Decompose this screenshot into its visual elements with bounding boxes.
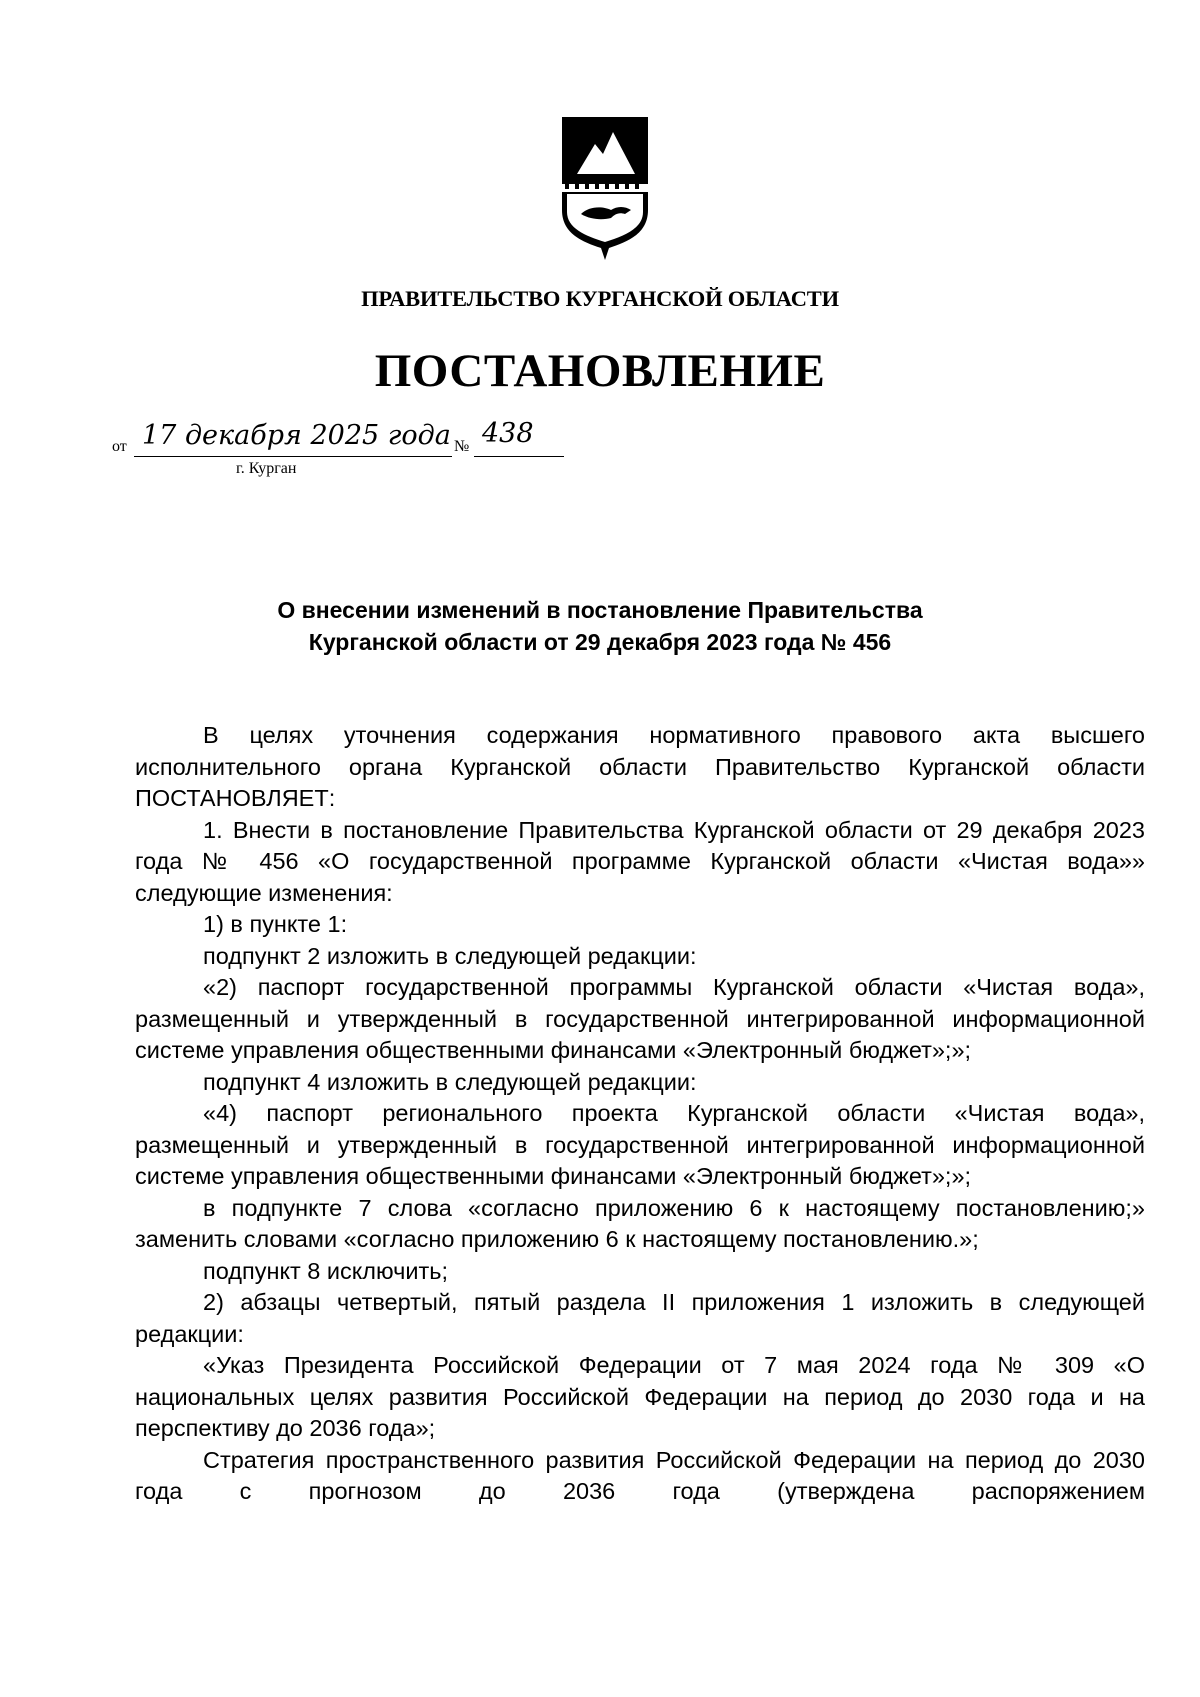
paragraph: в подпункте 7 слова «согласно приложению 6 к настоящему постановлению;» заменить словами «согласно приложению 6 к настоящему постановлению.»; bbox=[135, 1194, 1145, 1252]
paragraph: Стратегия пространственного развития Российской Федерации на период до 2030 года с прогнозом до 2036 года (утверждена распоряжением bbox=[135, 1446, 1145, 1504]
handwritten-number: 438 bbox=[482, 418, 534, 449]
document-body bbox=[135, 720, 1145, 1508]
organization-name: ПРАВИТЕЛЬСТВО КУРГАНСКОЙ ОБЛАСТИ bbox=[361, 286, 839, 311]
document-subject bbox=[0, 594, 1200, 658]
handwritten-date: 17 декабря 2025 года bbox=[142, 420, 451, 451]
paragraph: «4) паспорт регионального проекта Курганской области «Чистая вода», размещенный и утвержденный в государственной интегрированной информационной системе управления общественными финансами «Электронный бюджет»;»; bbox=[135, 1100, 1145, 1189]
document-subject-line-2: Курганской области от 29 декабря 2023 года № 456 bbox=[308, 629, 892, 655]
paragraph: подпункт 2 изложить в следующей редакции: bbox=[203, 942, 697, 969]
number-underline bbox=[474, 456, 564, 457]
date-underline bbox=[134, 456, 452, 457]
paragraph: 1. Внести в постановление Правительства Курганской области от 29 декабря 2023 года № 456 «О государственной программе Курганской области «Чистая вода»» следующие изменения: bbox=[135, 816, 1145, 906]
city-label: г. Курган bbox=[236, 460, 297, 477]
coat-of-arms-icon bbox=[559, 114, 651, 262]
date-number-line bbox=[112, 418, 632, 484]
document-type-title: ПОСТАНОВЛЕНИЕ bbox=[374, 345, 826, 397]
paragraph: 2) абзацы четвертый, пятый раздела II приложения 1 изложить в следующей редакции: bbox=[135, 1289, 1145, 1347]
paragraph: «2) паспорт государственной программы Курганской области «Чистая вода», размещенный и утвержденный в государственной интегрированной информационной системе управления общественными финансами «Электронный бюджет»;»; bbox=[135, 974, 1145, 1063]
paragraph: подпункт 8 исключить; bbox=[203, 1257, 449, 1284]
date-prefix: от bbox=[112, 438, 127, 455]
number-label: № bbox=[454, 438, 470, 455]
paragraph: подпункт 4 изложить в следующей редакции: bbox=[203, 1068, 697, 1095]
document-subject-line-1: О внесении изменений в постановление Правительства bbox=[277, 597, 923, 623]
paragraph: «Указ Президента Российской Федерации от 7 мая 2024 года № 309 «О национальных целях развития Российской Федерации на период до 2030 года и на перспективу до 2036 года»; bbox=[135, 1352, 1145, 1441]
paragraph: В целях уточнения содержания нормативного правового акта высшего исполнительного органа Курганской области Правительство Курганской области ПОСТАНОВЛЯЕТ: bbox=[135, 722, 1145, 811]
paragraph: 1) в пункте 1: bbox=[203, 911, 348, 937]
